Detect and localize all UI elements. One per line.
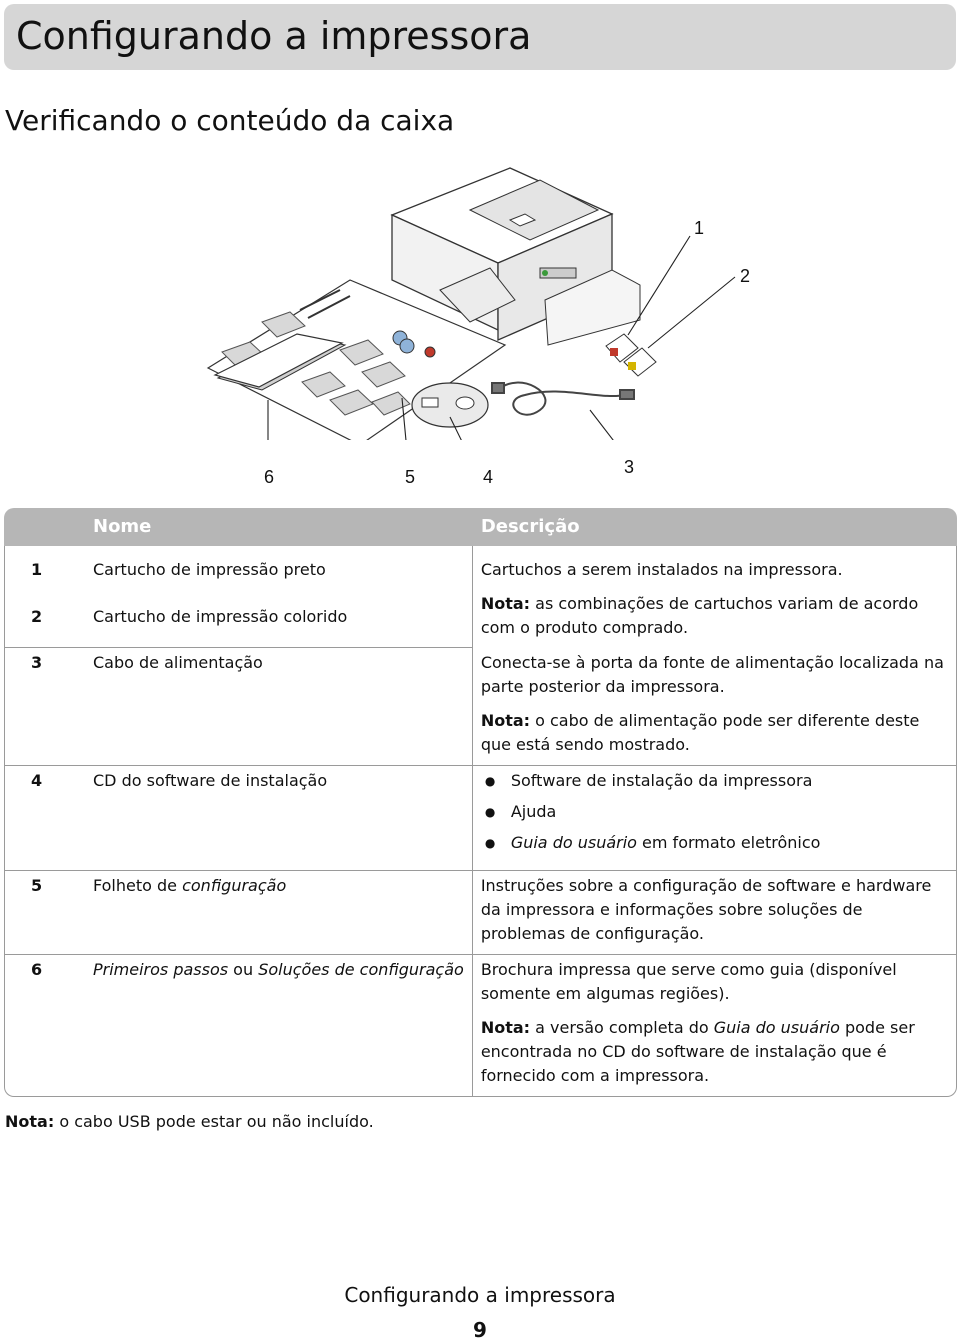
- description-text: Brochura impressa que serve como guia (disponível somente em algumas regiões).: [480, 960, 897, 1003]
- list-item: ● Software de instalação da impressora: [481, 769, 948, 793]
- section-title: Verificando o conteúdo da caixa: [5, 104, 455, 137]
- usb-cable-note: [5, 1112, 374, 1131]
- description-text: Cartuchos a serem instalados na impressora.: [480, 560, 843, 579]
- row-name-italic: Soluções de configuração: [258, 960, 464, 979]
- chapter-title: Configurando a impressora: [16, 14, 532, 58]
- row-name: CD do software de instalação: [85, 766, 473, 871]
- note-text: [481, 709, 948, 757]
- box-contents-table: [4, 508, 957, 1097]
- note-text: [481, 1016, 948, 1088]
- note-body: pode ser encontrada no CD do software de instalação que é fornecido com a impressora.: [480, 1018, 915, 1085]
- row-name: Cabo de alimentação: [85, 648, 473, 766]
- header-name: Nome: [85, 508, 473, 546]
- row-number: 6: [4, 955, 85, 1097]
- list-item-italic: Guia do usuário: [510, 833, 637, 852]
- row-number: 1: [4, 546, 85, 602]
- row-name-text: ou: [228, 960, 259, 979]
- cartridges-image: [606, 334, 656, 376]
- row-number: 2: [4, 602, 85, 648]
- row-description: [473, 546, 957, 648]
- callout-5: 5: [405, 467, 416, 487]
- row-name-italic: Primeiros passos: [93, 960, 229, 979]
- description-text: Conecta-se à porta da fonte de alimentação localizada na parte posterior da impressora.: [480, 653, 944, 696]
- callout-3: 3: [624, 457, 635, 477]
- list-item: [481, 831, 948, 855]
- row-name-text: Folheto de: [93, 876, 183, 895]
- note-body: as combinações de cartuchos variam de acordo com o produto comprado.: [480, 594, 919, 637]
- table-row: [4, 546, 957, 602]
- note-label: Nota:: [480, 594, 531, 613]
- table-row: [4, 955, 957, 1097]
- callout-4: 4: [483, 467, 494, 487]
- row-name: [85, 955, 473, 1097]
- row-description: [473, 648, 957, 766]
- row-name: Cartucho de impressão colorido: [85, 602, 473, 648]
- row-number: 4: [4, 766, 85, 871]
- row-number: 3: [4, 648, 85, 766]
- callout-1: 1: [694, 218, 705, 238]
- note-italic: Guia do usuário: [713, 1018, 840, 1037]
- row-number: 5: [4, 871, 85, 955]
- row-name: Cartucho de impressão preto: [85, 546, 473, 602]
- table-row: [4, 871, 957, 955]
- row-description: [473, 871, 957, 955]
- note-label: Nota:: [480, 1018, 531, 1037]
- callout-2: 2: [740, 266, 751, 286]
- power-cord-image: [492, 383, 634, 415]
- box-contents-illustration: [190, 150, 750, 440]
- table-row: [4, 766, 957, 871]
- header-number: [4, 508, 85, 546]
- note-body: a versão completa do: [530, 1018, 714, 1037]
- description-text: Instruções sobre a configuração de software e hardware da impressora e informações sobre soluções de problemas de configuração.: [480, 876, 932, 943]
- header-description: Descrição: [473, 508, 957, 546]
- note-text: [481, 592, 948, 640]
- note-label: Nota:: [480, 711, 531, 730]
- row-name-italic: configuração: [182, 876, 287, 895]
- table-row: [4, 648, 957, 766]
- footer-title: Configurando a impressora: [344, 1283, 616, 1307]
- row-description: [473, 766, 957, 871]
- note-body: o cabo de alimentação pode ser diferente deste que está sendo mostrado.: [480, 711, 920, 754]
- bullet-list: [481, 769, 948, 855]
- callout-6: 6: [264, 467, 275, 487]
- note-body: o cabo USB pode estar ou não incluído.: [54, 1112, 374, 1131]
- page-number: 9: [473, 1318, 487, 1342]
- row-name: [85, 871, 473, 955]
- list-item: ● Ajuda: [481, 800, 948, 824]
- cd-image: [412, 383, 488, 427]
- row-description: [473, 955, 957, 1097]
- table-header-row: [4, 508, 957, 546]
- list-item-text: em formato eletrônico: [636, 833, 821, 852]
- note-label: Nota:: [5, 1112, 55, 1131]
- chapter-header: [4, 4, 956, 70]
